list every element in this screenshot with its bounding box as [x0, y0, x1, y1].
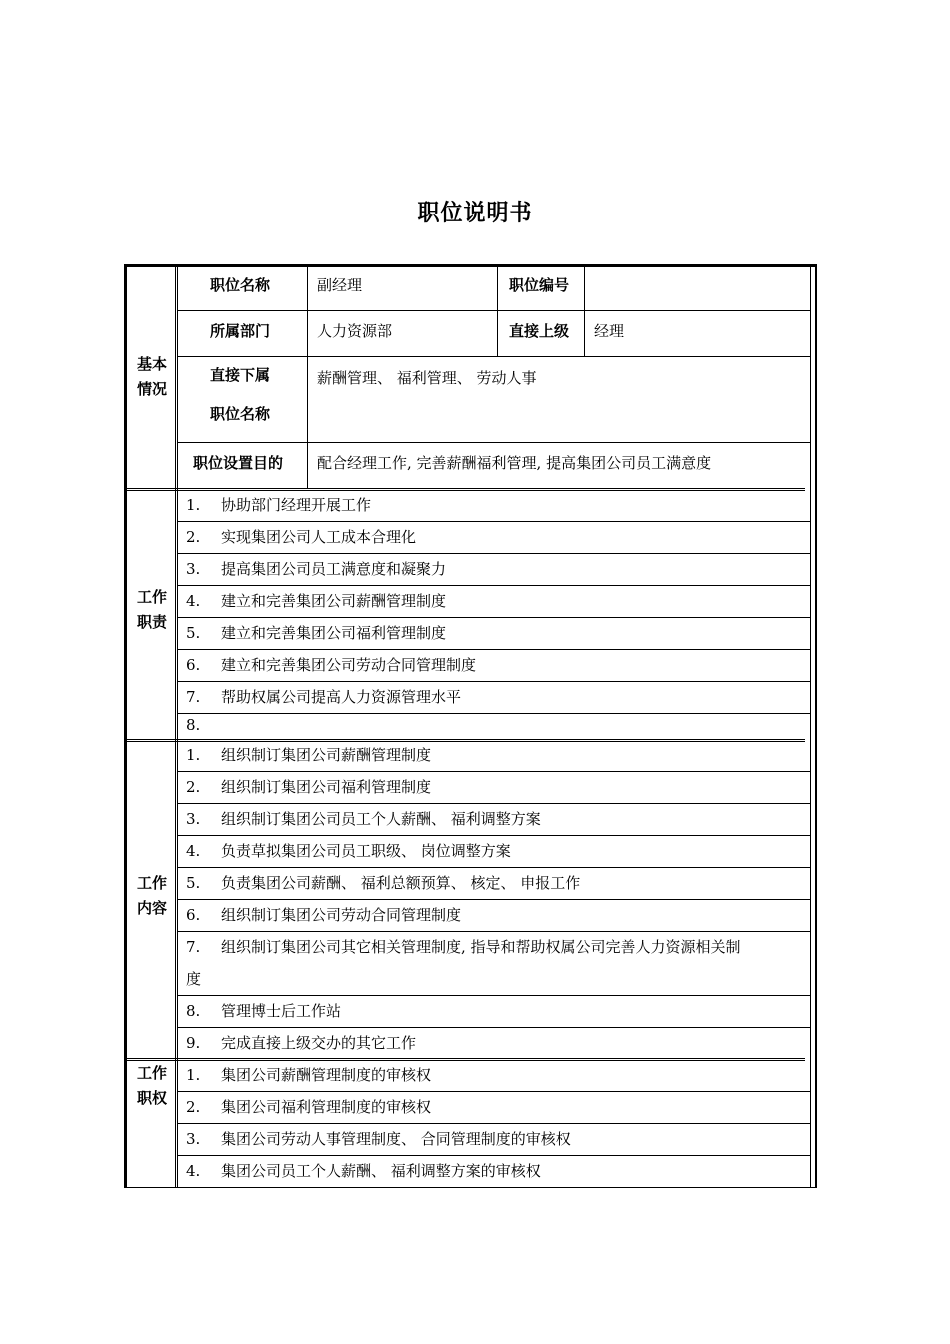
- list-item: [186, 590, 446, 611]
- list-item: [186, 840, 511, 861]
- section-label-line: 职权: [136, 1089, 167, 1107]
- item-number: 4.: [186, 592, 201, 610]
- section-label-line: 职责: [136, 613, 167, 631]
- row-divider: [178, 356, 810, 357]
- row-divider: [178, 899, 810, 900]
- item-number: 5.: [186, 874, 201, 892]
- item-text: 度: [186, 970, 202, 988]
- list-item: [186, 716, 221, 734]
- row-divider: [178, 553, 810, 554]
- list-item: [186, 1000, 341, 1021]
- item-text: 集团公司劳动人事管理制度、 合同管理制度的审核权: [221, 1130, 571, 1148]
- item-text: 组织制订集团公司劳动合同管理制度: [221, 906, 462, 924]
- section-label-basic: [127, 352, 177, 402]
- row-divider: [178, 1091, 810, 1092]
- item-number: 6.: [186, 906, 201, 924]
- item-number: 2.: [186, 1098, 201, 1116]
- section-divider: [175, 267, 178, 1188]
- section-label-line: 内容: [136, 899, 167, 917]
- item-number: 1.: [186, 496, 201, 514]
- item-number: 3.: [186, 1130, 201, 1148]
- row-divider: [178, 617, 810, 618]
- row-divider: [178, 1123, 810, 1124]
- row-divider: [178, 995, 810, 996]
- purpose-value: 配合经理工作, 完善薪酬福利管理, 提高集团公司员工满意度: [317, 454, 712, 472]
- item-text: 负责草拟集团公司员工职级、 岗位调整方案: [221, 842, 511, 860]
- department-value: 人力资源部: [317, 322, 393, 340]
- section-label-line: 情况: [136, 380, 167, 398]
- department-label: 所属部门: [210, 322, 271, 340]
- item-number: 2.: [186, 778, 201, 796]
- item-text: 集团公司员工个人薪酬、 福利调整方案的审核权: [221, 1162, 541, 1180]
- item-number: 1.: [186, 1066, 201, 1084]
- item-number: 4.: [186, 842, 201, 860]
- item-text: 建立和完善集团公司福利管理制度: [221, 624, 447, 642]
- item-text: 建立和完善集团公司薪酬管理制度: [221, 592, 447, 610]
- list-item-continuation: [186, 968, 201, 989]
- item-text: 完成直接上级交办的其它工作: [221, 1034, 417, 1052]
- list-item: [186, 1128, 571, 1149]
- item-number: 1.: [186, 746, 201, 764]
- section-separator: [127, 1058, 805, 1061]
- row-divider: [178, 585, 810, 586]
- purpose-label: 职位设置目的: [193, 454, 284, 472]
- item-text: 建立和完善集团公司劳动合同管理制度: [221, 656, 477, 674]
- item-number: 5.: [186, 624, 201, 642]
- right-inner-border: [810, 267, 811, 1188]
- subordinates-label: [210, 367, 270, 434]
- row-divider: [178, 442, 810, 443]
- item-number: 2.: [186, 528, 201, 546]
- list-item: [186, 776, 431, 797]
- row-divider: [178, 771, 810, 772]
- item-text: 实现集团公司人工成本合理化: [221, 528, 417, 546]
- section-label-content: [127, 871, 177, 921]
- list-item: [186, 808, 541, 829]
- position-name-label: 职位名称: [210, 276, 271, 294]
- section-label-line: 工作: [136, 1064, 167, 1082]
- item-text: 集团公司福利管理制度的审核权: [221, 1098, 432, 1116]
- list-item: [186, 936, 741, 957]
- item-text: 组织制订集团公司福利管理制度: [221, 778, 432, 796]
- section-separator: [127, 488, 805, 491]
- section-label-line: 工作: [136, 588, 167, 606]
- list-item: [186, 654, 476, 675]
- item-text: 组织制订集团公司员工个人薪酬、 福利调整方案: [221, 810, 541, 828]
- list-item: [186, 904, 461, 925]
- superior-label: 直接上级: [509, 322, 570, 340]
- row-divider: [178, 1155, 810, 1156]
- position-code-label: 职位编号: [509, 276, 570, 294]
- item-number: 9.: [186, 1034, 201, 1052]
- list-item: [186, 1032, 416, 1053]
- list-item: [186, 686, 461, 707]
- row-divider: [178, 521, 810, 522]
- superior-value: 经理: [594, 322, 625, 340]
- list-item: [186, 558, 446, 579]
- item-text: 组织制订集团公司薪酬管理制度: [221, 746, 432, 764]
- page-title: 职位说明书: [417, 201, 533, 226]
- row-divider: [178, 310, 810, 311]
- section-label-line: 基本: [136, 355, 167, 373]
- item-text: 提高集团公司员工满意度和凝聚力: [221, 560, 447, 578]
- item-number: 8.: [186, 716, 201, 734]
- section-label-duties: [127, 585, 177, 635]
- list-item: [186, 1064, 431, 1085]
- row-divider: [178, 713, 810, 714]
- subordinates-value: 薪酬管理、 福利管理、 劳动人事: [317, 369, 537, 387]
- row-divider: [178, 931, 810, 932]
- item-text: 组织制订集团公司其它相关管理制度, 指导和帮助权属公司完善人力资源相关制: [221, 938, 741, 956]
- row-divider: [178, 867, 810, 868]
- row-divider: [178, 1027, 810, 1028]
- list-item: [186, 494, 371, 515]
- subordinates-label-line: 直接下属: [210, 366, 271, 384]
- section-label-line: 工作: [136, 874, 167, 892]
- section-label-authority: [127, 1061, 177, 1111]
- list-item: [186, 526, 416, 547]
- item-number: 4.: [186, 1162, 201, 1180]
- item-number: 8.: [186, 1002, 201, 1020]
- item-text: 管理博士后工作站: [221, 1002, 342, 1020]
- column-divider: [307, 267, 308, 489]
- item-number: 6.: [186, 656, 201, 674]
- item-text: 协助部门经理开展工作: [221, 496, 372, 514]
- item-number: 7.: [186, 688, 201, 706]
- item-number: 3.: [186, 810, 201, 828]
- row-divider: [178, 835, 810, 836]
- row-divider: [178, 803, 810, 804]
- section-separator: [127, 739, 805, 742]
- bottom-border: [127, 1187, 817, 1188]
- item-text: 负责集团公司薪酬、 福利总额预算、 核定、 申报工作: [221, 874, 581, 892]
- item-number: 3.: [186, 560, 201, 578]
- position-name-value: 副经理: [317, 276, 363, 294]
- item-text: 集团公司薪酬管理制度的审核权: [221, 1066, 432, 1084]
- column-divider: [584, 267, 585, 357]
- list-item: [186, 1096, 431, 1117]
- list-item: [186, 744, 431, 765]
- column-divider: [497, 267, 498, 357]
- row-divider: [178, 649, 810, 650]
- list-item: [186, 872, 580, 893]
- list-item: [186, 1160, 541, 1181]
- item-text: 帮助权属公司提高人力资源管理水平: [221, 688, 462, 706]
- row-divider: [178, 681, 810, 682]
- item-number: 7.: [186, 938, 201, 956]
- list-item: [186, 622, 446, 643]
- subordinates-label-line: 职位名称: [210, 405, 271, 423]
